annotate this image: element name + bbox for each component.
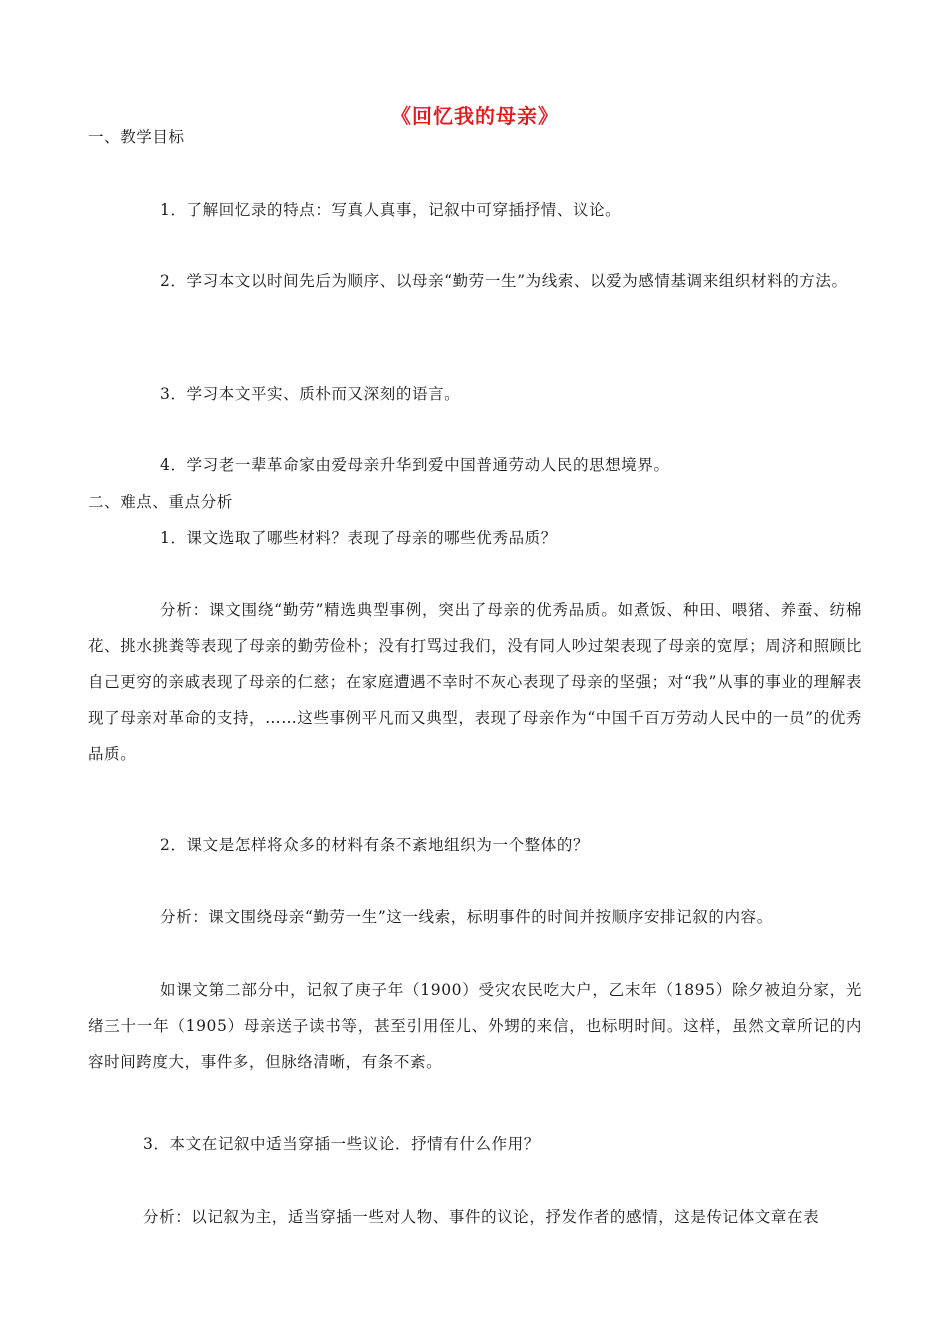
goal-item-3: 3．学习本文平实、质朴而又深刻的语言。 <box>160 385 461 403</box>
section-heading-teaching-goals: 一、教学目标 <box>88 128 185 146</box>
question-3: 3．本文在记叙中适当穿插一些议论．抒情有什么作用？ <box>143 1135 540 1153</box>
analysis-3: 分析：以记叙为主，适当穿插一些对人物、事件的议论，抒发作者的感情，这是传记体文章在表 <box>143 1208 820 1226</box>
analysis-2-example: 如课文第二部分中，记叙了庚子年（1900）受灾农民吃大户，乙末年（1895）除夕被迫分家，光绪三十一年（1905）母亲送子读书等，甚至引用侄儿、外甥的来信，也标明时间。这样，虽然文章所记的内容时间跨度大，事件多，但脉络清晰，有条不紊。 <box>88 981 862 1071</box>
goal-item-2: 2．学习本文以时间先后为顺序、以母亲“勤劳一生”为线索、以爱为感情基调来组织材料的方法。 <box>160 272 848 290</box>
question-2: 2．课文是怎样将众多的材料有条不紊地组织为一个整体的？ <box>160 836 590 854</box>
analysis-2: 分析：课文围绕母亲“勤劳一生”这一线索，标明事件的时间并按顺序安排记叙的内容。 <box>160 908 773 926</box>
analysis-1: 分析：课文围绕“勤劳”精选典型事例，突出了母亲的优秀品质。如煮饭、种田、喂猪、养蚕、纺棉花、挑水挑粪等表现了母亲的勤劳俭朴；没有打骂过我们，没有同人吵过架表现了母亲的宽厚；周济和照顾比自己更穷的亲戚表现了母亲的仁慈；在家庭遭遇不幸时不灰心表现了母亲的坚强；对“我”从事的事业的理解表现了母亲对革命的支持，……这些事例平凡而又典型，表现了母亲作为“中国千百万劳动人民中的一员”的优秀品质。 <box>88 601 862 763</box>
document-title: 《回忆我的母亲》 <box>391 104 559 128</box>
goal-item-4: 4．学习老一辈革命家由爱母亲升华到爱中国普通劳动人民的思想境界。 <box>160 456 670 474</box>
question-1: 1．课文选取了哪些材料？表现了母亲的哪些优秀品质？ <box>160 529 557 547</box>
goal-item-1: 1．了解回忆录的特点：写真人真事，记叙中可穿插抒情、议论。 <box>160 201 622 219</box>
section-heading-key-points: 二、难点、重点分析 <box>88 493 233 511</box>
